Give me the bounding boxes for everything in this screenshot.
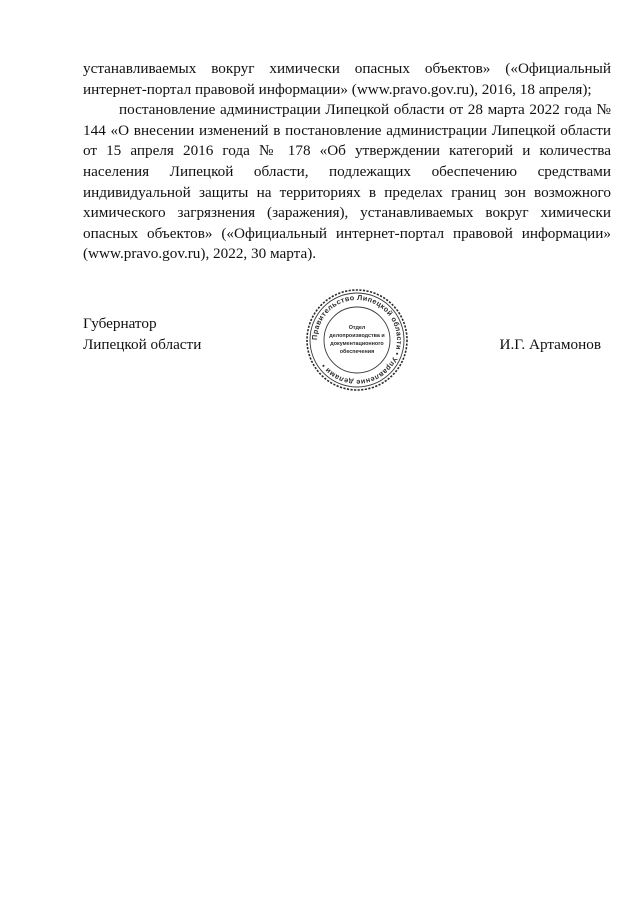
paragraph-resolution-2022: постановление администрации Липецкой области от 28 марта 2022 года № 144 «О внесении изменений в постановление администрации Липецкой области от 15 апреля 2016 года № 178 «Об утверждении категорий и количества населения Липецкой области, подлежащих обеспечению средствами индивидуальной защиты на территориях в пределах границ зон возможного химического загрязнения (заражения), устанавливаемых вокруг химически опасных объектов» («Официальный интернет-портал правовой информации» (www.pravo.gov.ru), 2022, 30 марта). [83, 101, 611, 263]
seal-inner-line-2: делопроизводства и [329, 333, 385, 339]
document-body [83, 59, 611, 265]
official-seal [304, 287, 410, 393]
seal-inner-line-4: обеспечения [339, 349, 375, 355]
signatory-name: И.Г. Артамонов [499, 335, 601, 353]
signatory-title [83, 314, 201, 355]
paragraph-continuation: устанавливаемых вокруг химически опасных объектов» («Официальный интернет-портал правовой информации» (www.pravo.gov.ru), 2016, 18 апреля); [83, 60, 611, 98]
seal-inner-line-3: документационного [330, 341, 384, 347]
signatory-title-line1: Губернатор [83, 315, 157, 332]
seal-inner-line-1: Отдел [348, 325, 366, 331]
seal-graphic [304, 287, 410, 393]
signatory-title-line2: Липецкой области [83, 335, 202, 353]
seal-outer-text: Правительство Липецкой области • Управление делами • [309, 292, 405, 388]
